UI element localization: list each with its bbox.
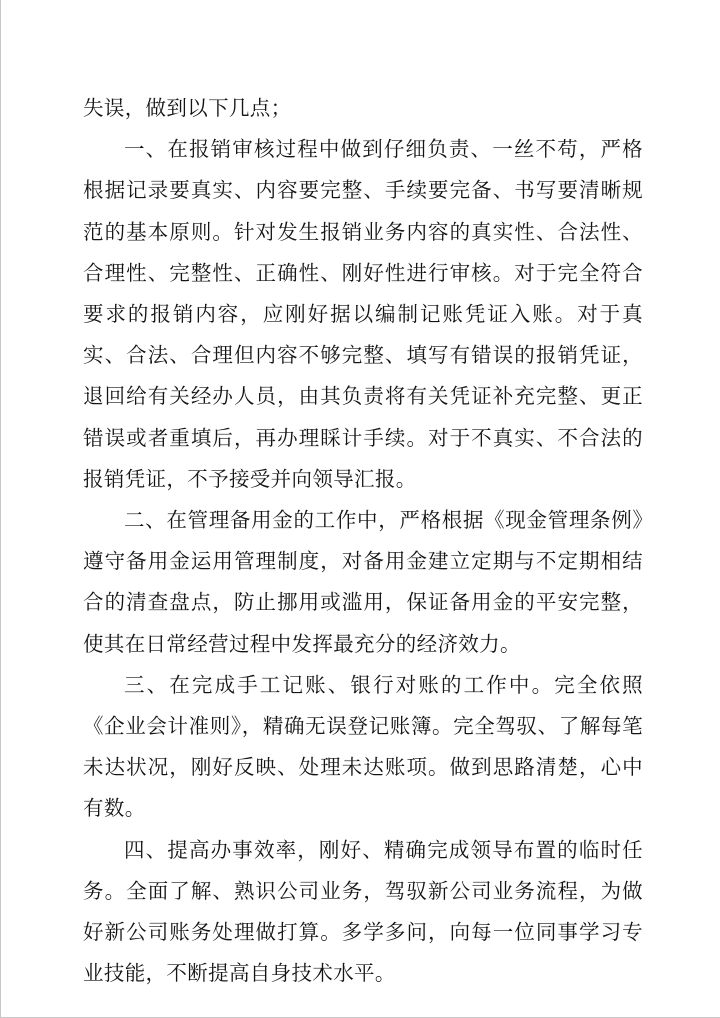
paragraph-point-2: 二、在管理备用金的工作中，严格根据《现金管理条例》遵守备用金运用管理制度，对备用金建立定期与不定期相结合的清查盘点，防止挪用或滥用，保证备用金的平安完整，使其在日常经营过程中发挥最充分的经济效力。	[83, 508, 643, 656]
document-body	[83, 88, 643, 994]
paragraph-point-4: 四、提高办事效率，刚好、精确完成领导布置的临时任务。全面了解、熟识公司业务，驾驭新公司业务流程，为做好新公司账务处理做打算。多学多问，向每一位同事学习专业技能，不断提高自身技术水平。	[83, 837, 643, 986]
paragraph-continuation: 失误，做到以下几点；	[83, 96, 292, 120]
paragraph-point-1: 一、在报销审核过程中做到仔细负责、一丝不苟，严格根据记录要真实、内容要完整、手续要完备、书写要清晰规范的基本原则。针对发生报销业务内容的真实性、合法性、合理性、完整性、正确性、刚好性进行审核。对于完全符合要求的报销内容，应刚好据以编制记账凭证入账。对于真实、合法、合理但内容不够完整、填写有错误的报销凭证，退回给有关经办人员，由其负责将有关凭证补充完整、更正错误或者重填后，再办理睬计手续。对于不真实、不合法的报销凭证，不予接受并向领导汇报。	[83, 137, 643, 491]
paragraph-point-3: 三、在完成手工记账、银行对账的工作中。完全依照《企业会计准则》，精确无误登记账簿。完全驾驭、了解每笔未达状况，刚好反映、处理未达账项。做到思路清楚，心中有数。	[83, 672, 643, 821]
